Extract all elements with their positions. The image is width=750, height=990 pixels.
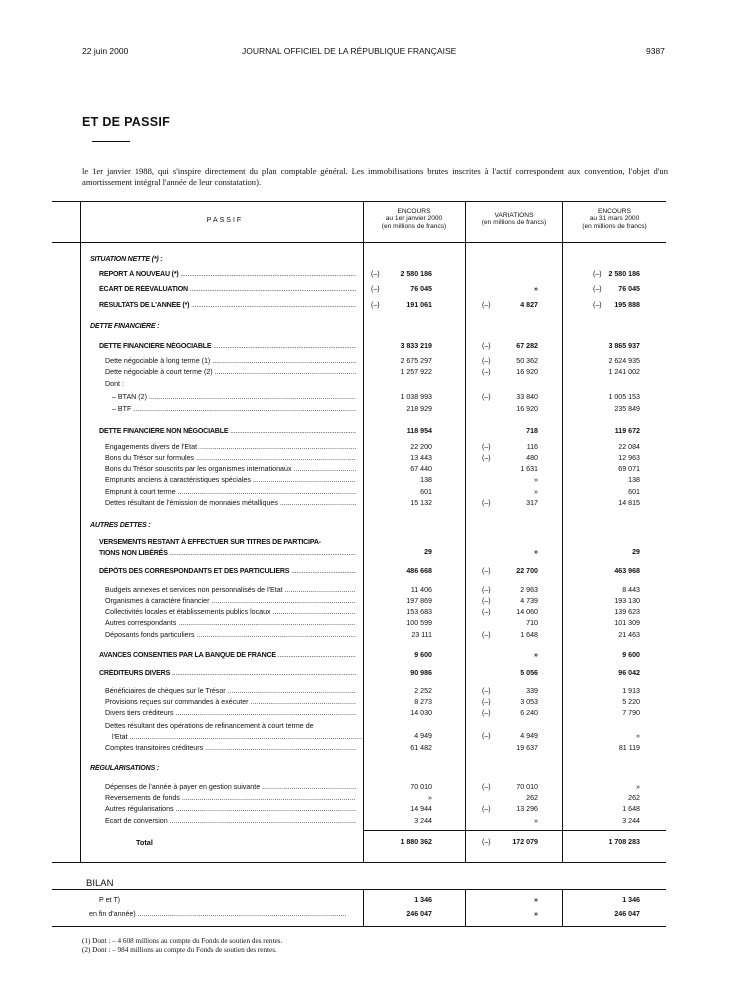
row-value-col3: 22 084 — [618, 443, 640, 451]
row-value-col3: 1 241 002 — [608, 368, 640, 376]
table-bottom-rule — [52, 862, 666, 863]
row-value-col1: 67 440 — [410, 465, 432, 473]
row-value-col1: 2 252 — [414, 687, 432, 695]
row-value-col2: 50 362 — [516, 357, 538, 365]
row-label: Budgets annexes et services non personnalisés de l'Etat ..... — [105, 586, 356, 594]
row-value-col2: » — [534, 548, 538, 556]
row-value-col1: 29 — [424, 548, 432, 556]
table-row — [0, 698, 750, 709]
row-sign-col2: (–) — [482, 443, 491, 451]
row-value-col1: 3 244 — [414, 817, 432, 825]
row-label: Dépenses de l'année à payer en gestion suivante ..... — [105, 783, 356, 791]
table-row — [0, 744, 750, 755]
row-value-col2: 262 — [526, 794, 538, 802]
row-label: Autres régularisations ..... — [105, 805, 356, 813]
row-value-col3: 601 — [628, 488, 640, 496]
table-row — [0, 454, 750, 465]
row-label: DETTE FINANCIÈRE NON NÉGOCIABLE ..... — [99, 427, 356, 435]
row-label: Comptes transitoires créditeurs ..... — [105, 744, 356, 752]
row-value-col1: 23 111 — [411, 631, 432, 639]
table-row — [0, 783, 750, 794]
row-label: AVANCES CONSENTIES PAR LA BANQUE DE FRANCE ..... — [99, 651, 356, 659]
row-value-col1: 138 — [420, 476, 432, 484]
table-row — [0, 548, 750, 559]
intro-paragraph: le 1er janvier 1988, qui s'inspire directement du plan comptable général. Les immobilisations brutes inscrites à l'actif correspondent aux convention, l'objet d'un amortissement intégral l'année de leur constatation). — [82, 166, 668, 187]
row-value-col3: 463 968 — [614, 567, 640, 575]
row-label: Emprunt à court terme ..... — [105, 488, 356, 496]
row-value-col2: 14 060 — [516, 608, 538, 616]
row-label: Bénéficiaires de chèques sur le Trésor ..... — [105, 687, 356, 695]
row-value-col3: 69 071 — [618, 465, 640, 473]
row-value-col1: 14 944 — [410, 805, 432, 813]
table-row — [0, 651, 750, 662]
table-row — [0, 597, 750, 608]
row-value-col1: 1 257 922 — [400, 368, 432, 376]
row-value-col2: 2 963 — [520, 586, 538, 594]
row-value-col3: 21 463 — [618, 631, 640, 639]
table-row — [0, 405, 750, 416]
row-label: Divers tiers créditeurs ..... — [105, 709, 356, 717]
row-value-col2: » — [534, 476, 538, 484]
row-label: RÉGULARISATIONS : — [90, 764, 159, 772]
row-value-col2: 16 920 — [516, 405, 538, 413]
row-label: Engagements divers de l'Etat ..... — [105, 443, 356, 451]
row-sign-col2: (–) — [482, 805, 491, 813]
row-value-col1: 191 061 — [406, 301, 432, 309]
col3-header: ENCOURS au 31 mars 2000 (en millions de francs) — [582, 208, 647, 230]
footnote-1: (1) Dont : – 4 608 millions au compte du Fonds de soutien des rentes. — [82, 937, 283, 945]
row-value-col2: 4 739 — [520, 597, 538, 605]
row-value-col3: 12 963 — [618, 454, 640, 462]
table-row — [0, 669, 750, 680]
row-value-col2: 718 — [526, 427, 538, 435]
row-label: Collectivités locales et établissements publics locaux ..... — [105, 608, 356, 616]
row-label: Déposants fonds particuliers ..... — [105, 631, 356, 639]
row-value-col3: 119 672 — [614, 427, 640, 435]
row-value-col3: 96 042 — [618, 669, 640, 677]
row-value-col3: 235 849 — [614, 405, 640, 413]
row-value-col2: 339 — [526, 687, 538, 695]
row-label: DÉPÔTS DES CORRESPONDANTS ET DES PARTICULIERS ..... — [99, 567, 356, 575]
row-value-col3: 193 130 — [614, 597, 640, 605]
header-journal-title: JOURNAL OFFICIEL DE LA RÉPUBLIQUE FRANÇAISE — [242, 46, 457, 56]
row-value-col1: 218 929 — [406, 405, 432, 413]
row-value-col1: 100 599 — [406, 619, 432, 627]
bilan-value-col1: 246 047 — [406, 910, 432, 918]
bilan-bottom-rule — [52, 926, 666, 927]
row-label: AUTRES DETTES : — [90, 521, 151, 529]
bilan-top-rule — [52, 889, 666, 890]
row-value-col2: 710 — [526, 619, 538, 627]
table-row — [0, 465, 750, 476]
row-label: Provisions reçues sur commandes à exécuter ..... — [105, 698, 356, 706]
bilan-row — [0, 896, 750, 907]
row-label: DETTE FINANCIÈRE : — [90, 322, 160, 330]
row-sign-col2: (–) — [482, 631, 491, 639]
table-row — [0, 732, 750, 743]
section-heading-row — [0, 764, 750, 775]
row-label-line2: l'Etat ..... — [112, 732, 363, 743]
row-value-col3: 139 623 — [614, 608, 640, 616]
row-value-col1: 4 949 — [414, 732, 432, 740]
bilan-value-col2: » — [534, 910, 538, 918]
table-row — [0, 608, 750, 619]
row-value-col2: 70 010 — [516, 783, 538, 791]
row-sign-col2: (–) — [482, 454, 491, 462]
row-value-col1: 1 038 993 — [400, 393, 432, 401]
row-label: Emprunts anciens à caractéristiques spéciales ..... — [105, 476, 356, 484]
row-label-line1: Dettes résultant des opérations de refinancement à court terme de — [105, 722, 314, 730]
bilan-title: BILAN — [86, 878, 114, 889]
row-value-col1: 8 273 — [414, 698, 432, 706]
total-sign-col2: (–) — [482, 838, 491, 846]
row-sign-col3: (–) — [593, 285, 602, 293]
row-value-col2: 317 — [526, 499, 538, 507]
table-row — [0, 687, 750, 698]
row-sign-col1: (–) — [371, 285, 380, 293]
row-sign-col2: (–) — [482, 732, 491, 740]
row-value-col1: 197 869 — [406, 597, 432, 605]
row-label: SITUATION NETTE (*) : — [90, 255, 163, 263]
bilan-value-col3: 246 047 — [614, 910, 640, 918]
row-sign-col2: (–) — [482, 709, 491, 717]
row-value-col3: 76 045 — [618, 285, 640, 293]
row-label: Dont : — [105, 380, 124, 388]
row-value-col1: 118 954 — [406, 427, 432, 435]
row-value-col3: 138 — [628, 476, 640, 484]
row-value-col1: 13 443 — [410, 454, 432, 462]
table-row — [0, 270, 750, 281]
row-value-col2: » — [534, 651, 538, 659]
row-value-col3: 1 648 — [622, 805, 640, 813]
row-value-col3: » — [636, 783, 640, 791]
row-label: DETTE FINANCIÈRE NÉGOCIABLE ..... — [99, 342, 356, 350]
bilan-row-label: P et T) — [99, 896, 121, 904]
table-row — [0, 357, 750, 368]
col1-header: ENCOURS au 1er janvier 2000 (en millions de francs) — [381, 208, 447, 230]
row-label: Bons du Trésor souscrits par les organismes internationaux ..... — [105, 465, 356, 473]
row-value-col1: 22 200 — [410, 443, 432, 451]
row-value-col2: 6 240 — [520, 709, 538, 717]
row-value-col2: » — [534, 488, 538, 496]
row-value-col1: 3 833 219 — [400, 342, 432, 350]
page-number: 9387 — [646, 46, 665, 56]
row-sign-col2: (–) — [482, 608, 491, 616]
row-label: CRÉDITEURS DIVERS ..... — [99, 669, 356, 677]
row-value-col3: 8 443 — [622, 586, 640, 594]
row-value-col2: » — [534, 285, 538, 293]
table-row — [0, 586, 750, 597]
col2-header: VARIATIONS (en millions de francs) — [481, 212, 547, 227]
row-value-col2: 5 056 — [520, 669, 538, 677]
row-value-col3: 101 309 — [614, 619, 640, 627]
total-value-col3: 1 708 283 — [608, 838, 640, 846]
table-row — [0, 476, 750, 487]
row-sign-col2: (–) — [482, 499, 491, 507]
total-label: Total — [136, 838, 153, 847]
row-value-col3: 3 244 — [622, 817, 640, 825]
row-value-col1: 2 675 297 — [400, 357, 432, 365]
row-value-col3: 262 — [628, 794, 640, 802]
table-row — [0, 709, 750, 720]
row-value-col1: 90 986 — [410, 669, 432, 677]
table-row — [0, 380, 750, 391]
table-row — [0, 619, 750, 630]
bilan-value-col2: » — [534, 896, 538, 904]
bilan-row-label: en fin d'année) ..... — [89, 910, 346, 918]
row-sign-col3: (–) — [593, 270, 602, 278]
row-sign-col2: (–) — [482, 342, 491, 350]
bilan-row — [0, 910, 750, 921]
section-heading-row — [0, 322, 750, 333]
row-value-col3: 1 005 153 — [608, 393, 640, 401]
footnote-2: (2) Dont : – 984 millions au compte du Fonds de soutien des rentes. — [82, 946, 277, 954]
row-label: Organismes à caractère financier ..... — [105, 597, 356, 605]
row-value-col1: 14 030 — [410, 709, 432, 717]
row-value-col3: 5 220 — [622, 698, 640, 706]
row-value-col1: 601 — [420, 488, 432, 496]
table-row — [0, 427, 750, 438]
row-value-col1: 9 600 — [414, 651, 432, 659]
row-sign-col2: (–) — [482, 783, 491, 791]
row-value-col2: 16 920 — [516, 368, 538, 376]
row-sign-col2: (–) — [482, 357, 491, 365]
row-sign-col1: (–) — [371, 270, 380, 278]
passif-header: PASSIF — [206, 217, 244, 224]
row-value-col1: 70 010 — [410, 783, 432, 791]
section-heading-row — [0, 521, 750, 532]
row-value-col3: 81 119 — [618, 744, 640, 752]
row-label: REPORT À NOUVEAU (*) ..... — [99, 270, 356, 278]
row-label: Dette négociable à long terme (1) ..... — [105, 357, 356, 365]
row-label-line2: TIONS NON LIBÉRÉS ..... — [99, 548, 356, 559]
row-value-col1: 486 668 — [406, 567, 432, 575]
row-sign-col2: (–) — [482, 301, 491, 309]
row-value-col2: 19 637 — [516, 744, 538, 752]
row-value-col3: 2 580 186 — [608, 270, 640, 278]
row-label: Dettes résultant de l'émission de monnaies métalliques ..... — [105, 499, 356, 507]
row-value-col2: 4 949 — [520, 732, 538, 740]
table-row — [0, 368, 750, 379]
bilan-value-col1: 1 346 — [414, 896, 432, 904]
table-row — [0, 567, 750, 578]
row-label: Reversements de fonds ..... — [105, 794, 356, 802]
row-sign-col2: (–) — [482, 698, 491, 706]
table-row — [0, 488, 750, 499]
row-sign-col2: (–) — [482, 567, 491, 575]
row-label: – BTAN (2) ..... — [112, 393, 356, 401]
table-row — [0, 499, 750, 510]
row-value-col2: 3 053 — [520, 698, 538, 706]
row-value-col3: 195 888 — [614, 301, 640, 309]
row-label: Bons du Trésor sur formules ..... — [105, 454, 356, 462]
row-value-col3: 7 790 — [622, 709, 640, 717]
row-value-col2: 4 827 — [520, 301, 538, 309]
row-value-col3: » — [636, 732, 640, 740]
section-title: ET DE PASSIF — [82, 115, 171, 129]
row-value-col3: 2 624 935 — [608, 357, 640, 365]
row-value-col3: 29 — [632, 548, 640, 556]
row-value-col1: 76 045 — [410, 285, 432, 293]
row-label: ÉCART DE RÉÉVALUATION ..... — [99, 285, 356, 293]
table-row — [0, 817, 750, 828]
header-date: 22 juin 2000 — [82, 46, 129, 56]
row-value-col1: 15 132 — [410, 499, 432, 507]
row-value-col3: 3 865 937 — [608, 342, 640, 350]
row-label: Dette négociable à court terme (2) ..... — [105, 368, 356, 376]
row-label: Ecart de conversion ..... — [105, 817, 356, 825]
row-sign-col2: (–) — [482, 393, 491, 401]
row-value-col2: 480 — [526, 454, 538, 462]
row-sign-col3: (–) — [593, 301, 602, 309]
table-row — [0, 794, 750, 805]
table-row — [0, 443, 750, 454]
total-value-col1: 1 880 362 — [400, 838, 432, 846]
table-row — [0, 301, 750, 312]
title-rule — [92, 141, 130, 142]
row-value-col1: 61 482 — [410, 744, 432, 752]
row-label: RÉSULTATS DE L'ANNÉE (*) ..... — [99, 301, 356, 309]
row-value-col2: 1 631 — [520, 465, 538, 473]
row-value-col3: 14 815 — [618, 499, 640, 507]
row-value-col1: 2 580 186 — [400, 270, 432, 278]
row-sign-col1: (–) — [371, 301, 380, 309]
row-value-col2: 1 648 — [520, 631, 538, 639]
row-value-col1: » — [428, 794, 432, 802]
row-value-col2: 13 296 — [516, 805, 538, 813]
row-sign-col2: (–) — [482, 597, 491, 605]
total-row — [0, 838, 750, 849]
row-value-col2: 116 — [526, 443, 538, 451]
bilan-value-col3: 1 346 — [622, 896, 640, 904]
table-row — [0, 342, 750, 353]
row-label: – BTF ..... — [112, 405, 356, 413]
total-value-col2: 172 079 — [512, 838, 538, 846]
row-value-col3: 1 913 — [622, 687, 640, 695]
row-value-col3: 9 600 — [622, 651, 640, 659]
row-value-col1: 153 683 — [406, 608, 432, 616]
row-label-line1: VERSEMENTS RESTANT À EFFECTUER SUR TITRES DE PARTICIPA- — [99, 538, 321, 546]
table-head-rule — [52, 242, 666, 243]
table-row — [0, 393, 750, 404]
table-row — [0, 631, 750, 642]
table-row — [0, 285, 750, 296]
row-sign-col2: (–) — [482, 368, 491, 376]
row-sign-col2: (–) — [482, 586, 491, 594]
row-value-col2: » — [534, 817, 538, 825]
row-value-col2: 22 700 — [516, 567, 538, 575]
section-heading-row — [0, 255, 750, 266]
total-rule — [363, 830, 666, 831]
row-value-col2: 33 840 — [516, 393, 538, 401]
row-sign-col2: (–) — [482, 687, 491, 695]
table-row — [0, 805, 750, 816]
table-top-rule — [52, 201, 666, 202]
row-value-col1: 11 406 — [410, 586, 432, 594]
row-label: Autres correspondants ..... — [105, 619, 356, 627]
row-value-col2: 67 282 — [516, 342, 538, 350]
